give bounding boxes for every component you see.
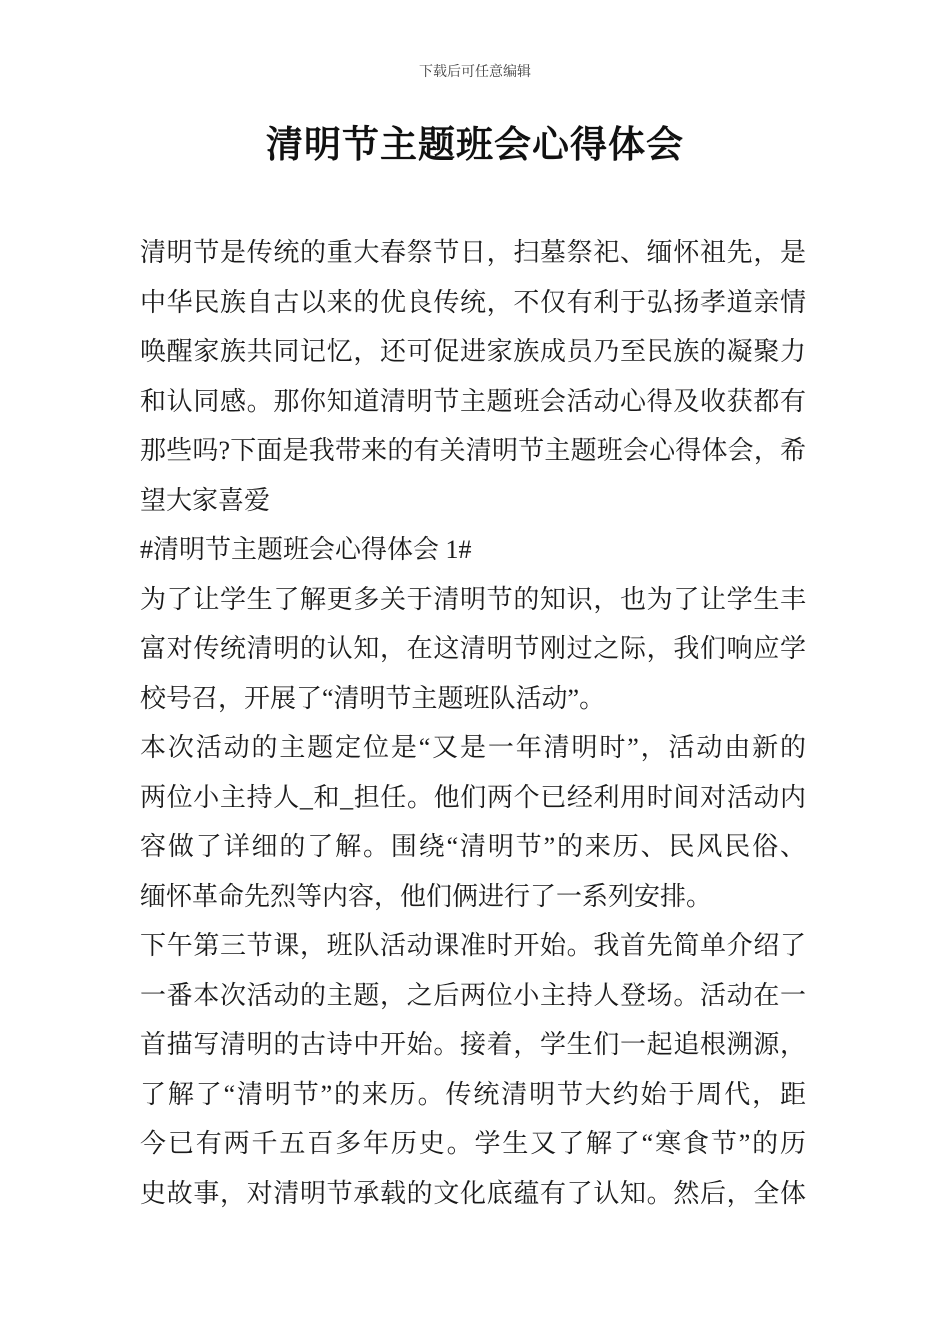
text-line: 了解了“清明节”的来历。传统清明节大约始于周代，距: [140, 1079, 806, 1109]
text-line: 唤醒家族共同记忆，还可促进家族成员乃至民族的凝聚力: [140, 337, 806, 366]
text-line: #清明节主题班会心得体会 1#: [140, 535, 472, 564]
text-line: 史故事，对清明节承载的文化底蕴有了认知。然后，全体: [140, 1178, 806, 1208]
document-body: [140, 228, 806, 1218]
text-line: 今已有两千五百多年历史。学生又了解了“寒食节”的历: [140, 1129, 806, 1158]
text-line: 下午第三节课，班队活动课准时开始。我首先简单介绍了: [140, 931, 806, 960]
text-line: 两位小主持人_和_担任。他们两个已经利用时间对活动内: [140, 782, 806, 812]
text-line: 望大家喜爱: [140, 485, 271, 515]
text-line: 富对传统清明的认知，在这清明节刚过之际，我们响应学: [140, 634, 806, 663]
text-line: 清明节是传统的重大春祭节日，扫墓祭祀、缅怀祖先，是: [140, 238, 806, 267]
text-line: 为了让学生了解更多关于清明节的知识，也为了让学生丰: [140, 584, 806, 614]
text-line: 校号召，开展了“清明节主题班队活动”。: [140, 683, 606, 713]
text-line: 首描写清明的古诗中开始。接着，学生们一起追根溯源，: [140, 1030, 806, 1059]
text-line: 中华民族自古以来的优良传统，不仅有利于弘扬孝道亲情: [140, 287, 806, 317]
text-line: 本次活动的主题定位是“又是一年清明时”，活动由新的: [140, 733, 806, 762]
text-line: 和认同感。那你知道清明节主题班会活动心得及收获都有: [140, 386, 806, 416]
header-note: 下载后可任意编辑: [419, 65, 531, 80]
text-line: 一番本次活动的主题，之后两位小主持人登场。活动在一: [140, 980, 806, 1010]
text-line: 那些吗?下面是我带来的有关清明节主题班会心得体会，希: [140, 436, 806, 465]
text-line: 缅怀革命先烈等内容，他们俩进行了一系列安排。: [140, 881, 713, 911]
text-line: 容做了详细的了解。围绕“清明节”的来历、民风民俗、: [140, 832, 806, 861]
document-title: 清明节主题班会心得体会: [266, 124, 684, 165]
